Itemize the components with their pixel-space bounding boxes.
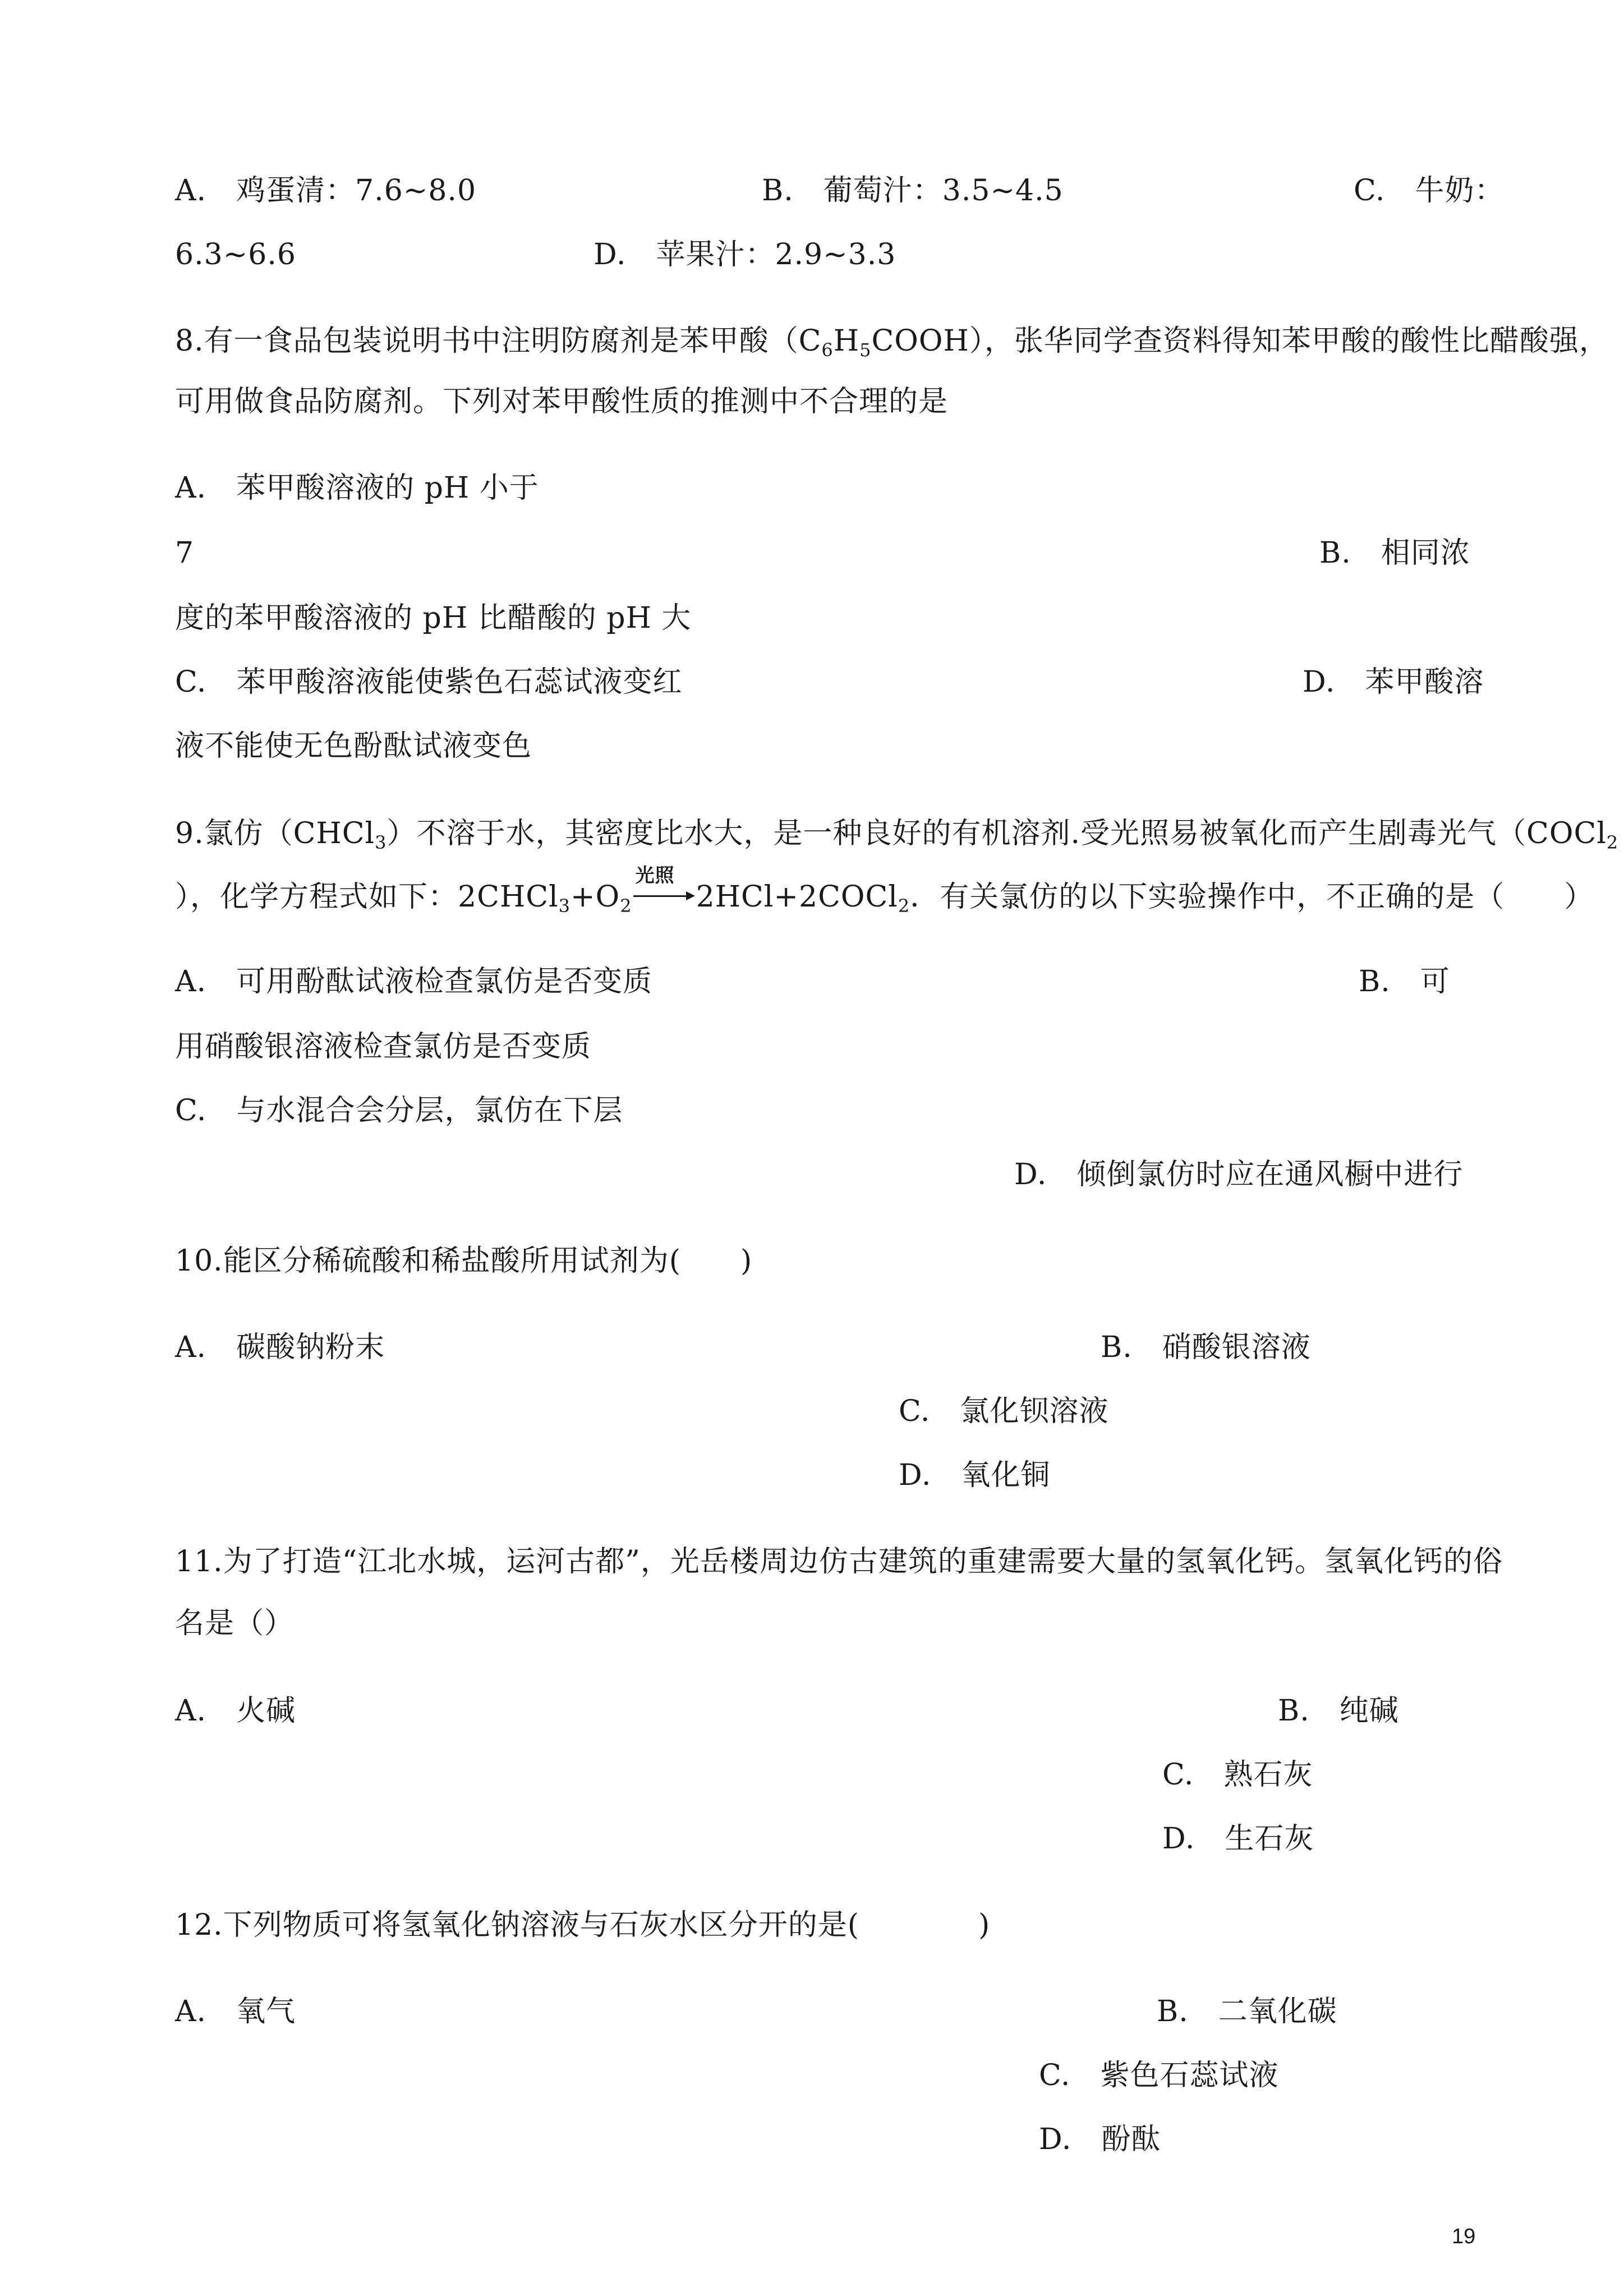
q9-stem-line1: 9.氯仿（CHCl$_3$）不溶于水，其密度比水大，是一种良好的有机溶剂.受光照易被氧化而产生剧毒光气（COCl$_2$ (175, 817, 1619, 853)
q10-stem: 10.能区分稀硫酸和稀盐酸所用试剂为( ) (175, 1244, 753, 1278)
q8-formula: $C_6H_5COOH$ (798, 324, 969, 361)
q10-option-b: B. 硝酸银溶液 (1101, 1331, 1311, 1364)
page-number: 19 (1452, 2225, 1476, 2248)
q7-option-b: B. 葡萄汁：3.5~4.5 (762, 174, 1064, 208)
q11-stem-line2: 名是（） (175, 1607, 295, 1640)
q8-option-d: D. 苯甲酸溶 (1303, 665, 1484, 699)
q8-option-b: B. 相同浓 (1319, 536, 1470, 570)
q9-option-d: D. 倾倒氯仿时应在通风橱中进行 (1014, 1158, 1464, 1191)
q12-option-a: A. 氧气 (175, 1995, 296, 2028)
q10-option-d: D. 氧化铜 (899, 1458, 1051, 1492)
q8-option-b-continued: 度的苯甲酸溶液的 pH 比醋酸的 pH 大 (175, 601, 692, 635)
q8-option-a: A. 苯甲酸溶液的 pH 小于 (175, 471, 539, 505)
q8-stem-line1 (175, 324, 1609, 361)
q10-option-a: A. 碳酸钠粉末 (175, 1331, 385, 1364)
q8-option-d-continued: 液不能使无色酚酞试液变色 (175, 729, 532, 763)
q11-option-c: C. 熟石灰 (1162, 1758, 1313, 1792)
q9-option-a: A. 可用酚酞试液检查氯仿是否变质 (175, 965, 653, 999)
q11-option-b: B. 纯碱 (1278, 1694, 1399, 1728)
q7-option-a: A. 鸡蛋清：7.6~8.0 (175, 174, 477, 208)
q7-option-c-continued: 6.3~6.6 (175, 238, 296, 272)
q8-option-a-continued: 7 (175, 536, 195, 570)
q12-option-c: C. 紫色石蕊试液 (1039, 2059, 1279, 2092)
reaction-arrow-icon (633, 864, 695, 910)
q12-option-b: B. 二氧化碳 (1157, 1995, 1337, 2028)
q8-stem-pre: 8.有一食品包装说明书中注明防腐剂是苯甲酸（ (175, 324, 799, 358)
q7-option-c: C. 牛奶： (1354, 174, 1505, 208)
q11-option-d: D. 生石灰 (1162, 1822, 1314, 1856)
q11-option-a: A. 火碱 (175, 1694, 296, 1728)
q12-option-d: D. 酚酞 (1039, 2123, 1161, 2156)
q11-stem-line1: 11.为了打造“江北水城，运河古都”，光岳楼周边仿古建筑的重建需要大量的氢氧化钙。氢氧化钙的俗 (175, 1545, 1503, 1579)
q9-option-b: B. 可 (1359, 965, 1450, 999)
q8-stem-line2: 可用做食品防腐剂。下列对苯甲酸性质的推测中不合理的是 (175, 385, 949, 418)
q9-option-c: C. 与水混合会分层，氯仿在下层 (175, 1094, 623, 1128)
q9-option-b-continued: 用硝酸银溶液检查氯仿是否变质 (175, 1030, 592, 1064)
q10-option-c: C. 氯化钡溶液 (899, 1395, 1109, 1428)
arrow-condition-label: 光照 (635, 864, 675, 887)
q12-stem: 12.下列物质可将氢氧化钠溶液与石灰水区分开的是( ) (175, 1908, 991, 1942)
q9-stem-line2: ），化学方程式如下：$2CHCl_3+O_2$ 光照 2HCl+2COCl$_2$．有关氯仿的以下实验操作中，不正确的是（ ） (175, 864, 1594, 917)
q8-option-c: C. 苯甲酸溶液能使紫色石蕊试液变红 (175, 665, 683, 699)
q8-stem-post: ），张华同学查资料得知苯甲酸的酸性比醋酸强， (969, 324, 1609, 358)
q7-option-d: D. 苹果汁：2.9~3.3 (594, 238, 896, 272)
